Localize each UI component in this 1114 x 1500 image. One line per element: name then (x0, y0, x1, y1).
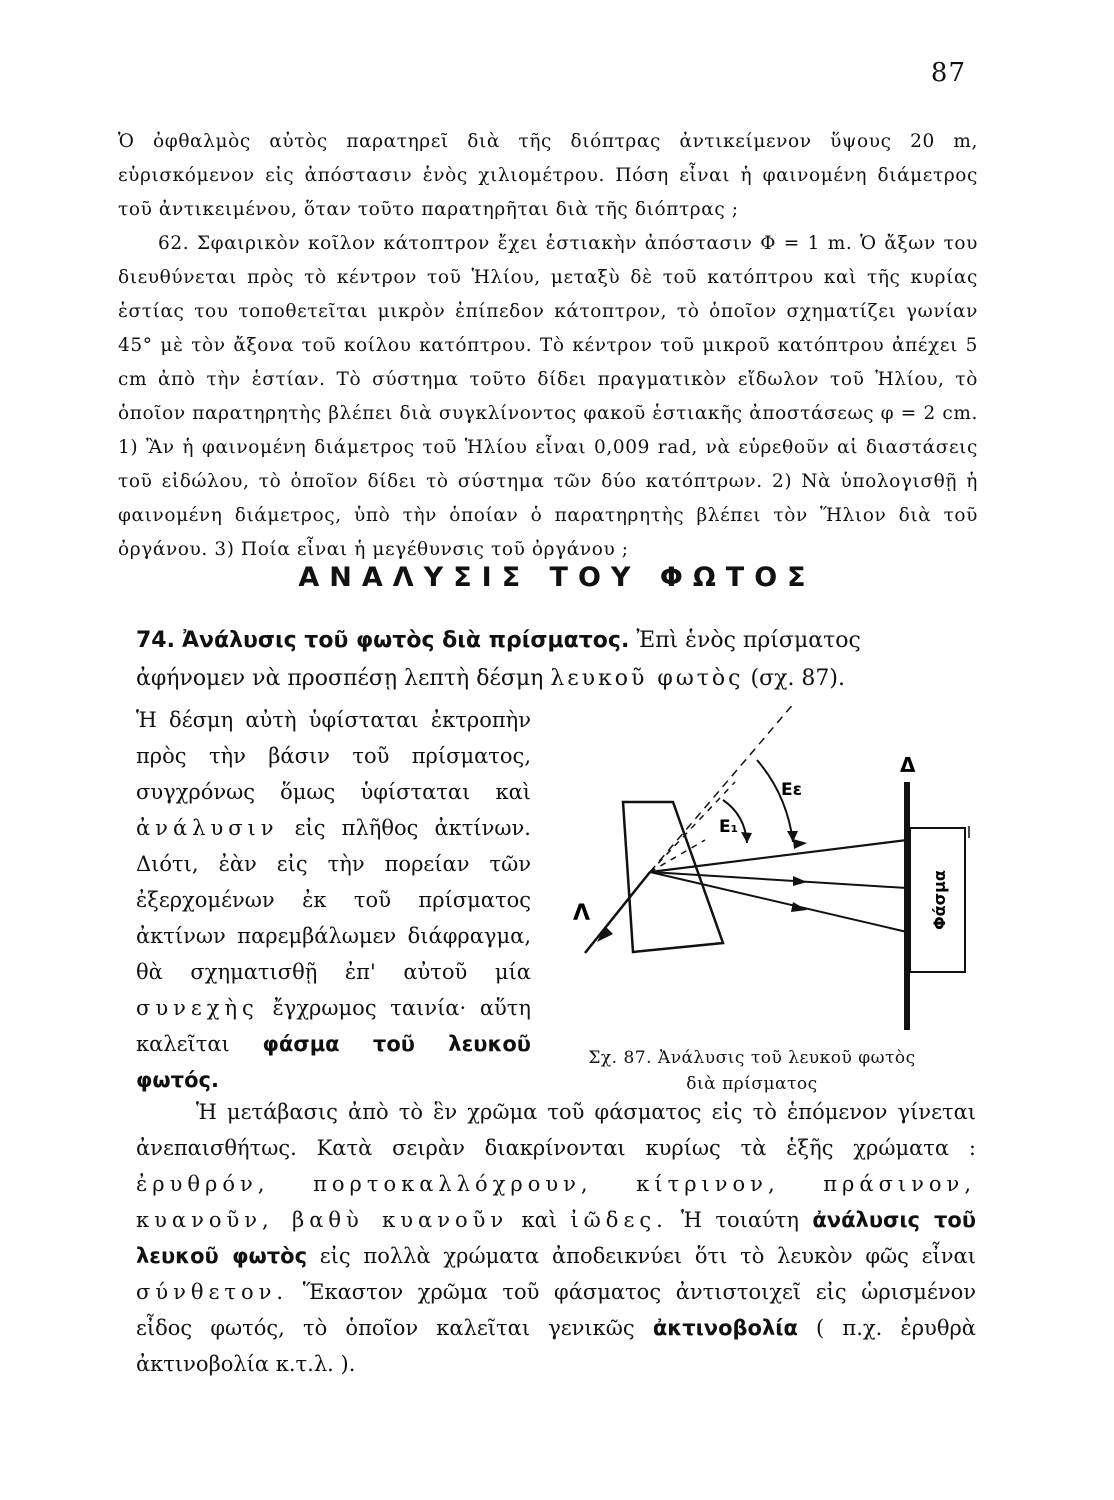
composite-spaced: σύνθετον. (136, 1280, 289, 1304)
label-delta: Δ (900, 753, 916, 777)
section-number: 74. (136, 628, 175, 653)
label-e1: E₁ (719, 817, 739, 837)
color-list-spaced: ἐρυθρόν, πορτοκαλλόχρουν, κίτρινον, πράσινον, κυανοῦν, βαθὺ κυανοῦν (136, 1172, 976, 1232)
page-number: 87 (930, 58, 966, 88)
caption-line-2: διὰ πρίσματος (686, 1074, 818, 1094)
caption-line-1: Σχ. 87. Ἀνάλυσις τοῦ λευκοῦ φωτὸς (588, 1048, 916, 1068)
exercise-block (118, 125, 978, 567)
paragraph-text: ἔγχρωμος ταινία· αὕτη καλεῖται (136, 996, 531, 1056)
ray-arrow-icon (793, 839, 807, 849)
paragraph-text: Ἡ τοιαύτη (681, 1208, 799, 1232)
label-spectrum: Φάσμα (930, 870, 949, 930)
paragraph-text: καὶ (521, 1208, 558, 1232)
paragraph-text: Ἕκαστον χρῶμα τοῦ φάσματος ἀντιστοιχεῖ εἰς ὡρισμένον εἶδος φωτός, τὸ ὁποῖον καλεῖται γενικῶς (136, 1280, 976, 1340)
label-lambda: Λ (573, 901, 591, 926)
paragraph-text: Ἡ δέσμη αὐτὴ ὑφίσταται ἐκτροπὴν πρὸς τὴν βάσιν τοῦ πρίσματος, συγχρόνως ὅμως ὑφίσταται καὶ (136, 708, 531, 804)
label-e2: Eε (781, 780, 803, 800)
section-title: ΑΝΑΛΥΣΙΣ ΤΟΥ ΦΩΤΟΣ (298, 562, 816, 593)
prism-diagram (545, 700, 975, 1040)
angle-arc-e2 (757, 760, 793, 842)
paragraph-text: Ἡ μετάβασις ἀπὸ τὸ ἓν χρῶμα τοῦ φάσματος εἰς τὸ ἑπόμενον γίνεται ἀνεπαισθήτως. Κατὰ σειρὰν διακρίνονται κυρίως τὰ ἑξῆς χρώματα : (136, 1100, 976, 1160)
prism-figure (545, 700, 975, 1040)
exercise-62-text: 62. Σφαιρικὸν κοῖλον κάτοπτρον ἔχει ἑστιακὴν ἀπόστασιν Φ = 1 m. Ὁ ἄξων του διευθύνεται πρὸς τὸ κέντρον τοῦ Ἡλίου, μεταξὺ δὲ τοῦ κατόπτρου καὶ τῆς κυρίας ἑστίας του τοποθετεῖται μικρὸν ἐπίπεδον κάτοπτρον, τὸ ὁποῖον σχηματίζει γωνίαν 45° μὲ τὸν ἄξονα τοῦ κοίλου κατόπτρου. Τὸ κέντρον τοῦ μικροῦ κατόπτρου ἀπέχει 5 cm ἀπὸ τὴν ἑστίαν. Τὸ σύστημα τοῦτο δίδει πραγματικὸν εἴδωλον τοῦ Ἡλίου, τὸ ὁποῖον παρατηρητὴς βλέπει διὰ συγκλίνοντος φακοῦ ἑστιακῆς ἀποστάσεως φ = 2 cm. 1) Ἂν ἡ φαινομένη διάμετρος τοῦ Ἡλίου εἶναι 0,009 rad, νὰ εὑρεθοῦν αἱ διαστάσεις τοῦ εἰδώλου, τὸ ὁποῖον δίδει τὸ σύστημα τῶν δύο κατόπτρων. 2) Νὰ ὑπολογισθῇ ἡ φαινομένη διάμετρος, ὑπὸ τὴν ὁποίαν ὁ παρατηρητὴς βλέπει τὸν Ἥλιον διὰ τοῦ ὀργάνου. 3) Ποία εἶναι ἡ μεγέθυνσις τοῦ ὀργάνου ; (118, 233, 978, 560)
section-intro-text: Ἐπὶ ἑνὸς πρίσματος ἀφήνομεν νὰ προσπέσῃ λεπτὴ δέσμη (136, 628, 861, 691)
analysis-spaced: ἀνάλυσιν (136, 816, 279, 840)
bottom-paragraph (136, 1094, 976, 1382)
dashed-extension (650, 702, 795, 872)
exercise-61-text: Ὁ ὀφθαλμὸς αὐτὸς παρατηρεῖ διὰ τῆς διόπτρας ἀντικείμενον ὕψους 20 m, εὑρισκόμενον εἰς ἀπόστασιν ἑνὸς χιλιομέτρου. Πόση εἶναι ἡ φαινομένη διάμετρος τοῦ ἀντικειμένου, ὅταν τοῦτο παρατηρῆται διὰ τῆς διόπτρας ; (118, 131, 978, 220)
incident-ray (585, 872, 650, 953)
violet-spaced: ἰῶδες. (570, 1208, 668, 1232)
paragraph-text: ( π.χ. ἐρυθρὰ ἀκτινοβολία κ.τ.λ. ). (136, 1316, 976, 1376)
analysis-term: ἀνάλυσις τοῦ λευκοῦ φωτὸς (136, 1208, 976, 1268)
section-74-heading (136, 622, 976, 698)
arc-arrow-icon (741, 832, 752, 843)
spectrum-term: φάσμα τοῦ λευκοῦ φωτός. (136, 1032, 531, 1092)
white-light-spaced: λευκοῦ φωτὸς (550, 666, 744, 691)
section-heading-title: Ἀνάλυσις τοῦ φωτὸς διὰ πρίσματος. (181, 628, 630, 653)
paragraph-text: εἰς πολλὰ χρώματα ἀποδεικνύει ὅτι τὸ λευκὸν φῶς εἶναι (319, 1244, 976, 1268)
paragraph-text: εἰς πλῆθος ἀκτίνων. Διότι, ἐὰν εἰς τὴν πορείαν τῶν ἐξερχομένων ἐκ τοῦ πρίσματος ἀκτίνων παρεμβάλωμεν διάφραγμα, θὰ σχηματισθῇ ἐπ' αὐτοῦ μία (136, 816, 531, 984)
figure-caption (552, 1045, 952, 1097)
continuous-spaced: συνεχὴς (136, 996, 259, 1020)
figure-reference: (σχ. 87). (750, 666, 846, 691)
radiation-term: ἀκτινοβολία (652, 1316, 798, 1340)
left-column-text (136, 702, 531, 1098)
ray-arrow-icon (791, 902, 807, 912)
